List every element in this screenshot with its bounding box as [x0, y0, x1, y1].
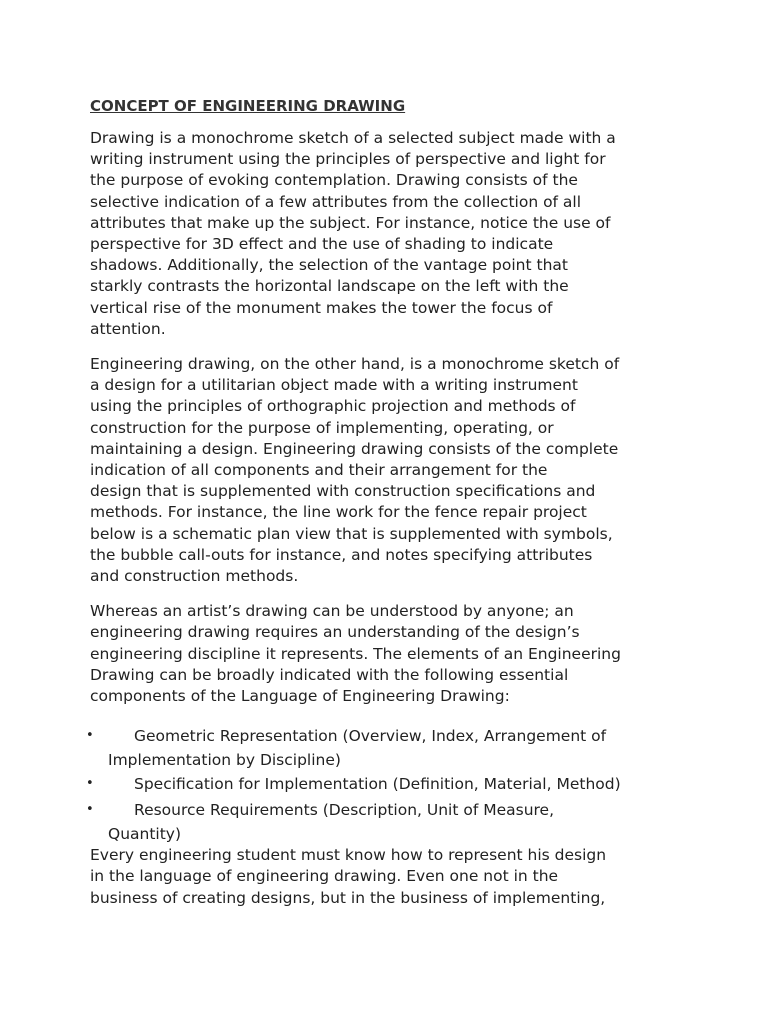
paragraph-engineering-drawing	[90, 354, 690, 587]
paragraph-line: starkly contrasts the horizontal landscape on the left with the	[90, 277, 569, 296]
paragraph-drawing-definition	[90, 128, 690, 340]
paragraph-line: perspective for 3D effect and the use of shading to indicate	[90, 235, 554, 254]
paragraph-line: engineering drawing requires an understanding of the design’s	[90, 623, 580, 642]
paragraph-line: and construction methods.	[90, 567, 299, 586]
paragraph-line: engineering discipline it represents. The elements of an Engineering	[90, 644, 621, 663]
paragraph-line: components of the Language of Engineering Drawing:	[90, 687, 510, 706]
paragraph-line: the purpose of evoking contemplation. Drawing consists of the	[90, 171, 578, 190]
paragraph-line: Drawing can be broadly indicated with the following essential	[90, 665, 569, 684]
paragraph-line: indication of all components and their arrangement for the	[90, 461, 548, 480]
paragraph-line: the bubble call-outs for instance, and notes specifying attributes	[90, 545, 593, 564]
list-item-text: Geometric Representation (Overview, Index, Arrangement of	[134, 727, 607, 746]
paragraph-line: attributes that make up the subject. For instance, notice the use of	[90, 213, 611, 232]
paragraph-line: business of creating designs, but in the business of implementing,	[90, 888, 606, 907]
list-item-text: Specification for Implementation (Definition, Material, Method)	[134, 775, 621, 794]
paragraph-line: shadows. Additionally, the selection of the vantage point that	[90, 256, 568, 275]
list-item	[86, 723, 690, 771]
list-item	[86, 797, 690, 845]
paragraph-line: design that is supplemented with construction specifications and	[90, 482, 596, 501]
document-title: CONCEPT OF ENGINEERING DRAWING	[90, 97, 406, 115]
paragraph-line: below is a schematic plan view that is supplemented with symbols,	[90, 524, 613, 543]
paragraph-line: Whereas an artist’s drawing can be understood by anyone; an	[90, 602, 574, 621]
paragraph-line: vertical rise of the monument makes the tower the focus of	[90, 298, 553, 317]
paragraph-line: a design for a utilitarian object made with a writing instrument	[90, 376, 578, 395]
paragraph-line: Engineering drawing, on the other hand, is a monochrome sketch of	[90, 355, 620, 374]
paragraph-line: using the principles of orthographic projection and methods of	[90, 397, 576, 416]
list-item-continuation: Quantity)	[108, 825, 182, 844]
paragraph-line: attention.	[90, 319, 166, 338]
document-page	[86, 96, 690, 909]
paragraph-line: writing instrument using the principles of perspective and light for	[90, 150, 606, 169]
paragraph-line: maintaining a design. Engineering drawing consists of the complete	[90, 439, 619, 458]
paragraph-closing	[90, 845, 690, 909]
paragraph-line: Every engineering student must know how to represent his design	[90, 846, 607, 865]
bullet-icon: •	[86, 802, 94, 818]
bullet-icon: •	[86, 776, 94, 792]
bullet-icon: •	[86, 728, 94, 744]
list-item	[86, 771, 690, 797]
list-item-continuation: Implementation by Discipline)	[108, 751, 341, 770]
paragraph-line: in the language of engineering drawing. Even one not in the	[90, 867, 559, 886]
paragraph-line: Drawing is a monochrome sketch of a selected subject made with a	[90, 129, 616, 147]
paragraph-line: construction for the purpose of implementing, operating, or	[90, 418, 554, 437]
paragraph-artist-vs-engineering	[90, 601, 690, 707]
components-bullet-list	[86, 723, 690, 845]
paragraph-line: methods. For instance, the line work for the fence repair project	[90, 503, 587, 522]
list-item-text: Resource Requirements (Description, Unit of Measure,	[134, 801, 555, 820]
paragraph-line: selective indication of a few attributes from the collection of all	[90, 192, 582, 211]
